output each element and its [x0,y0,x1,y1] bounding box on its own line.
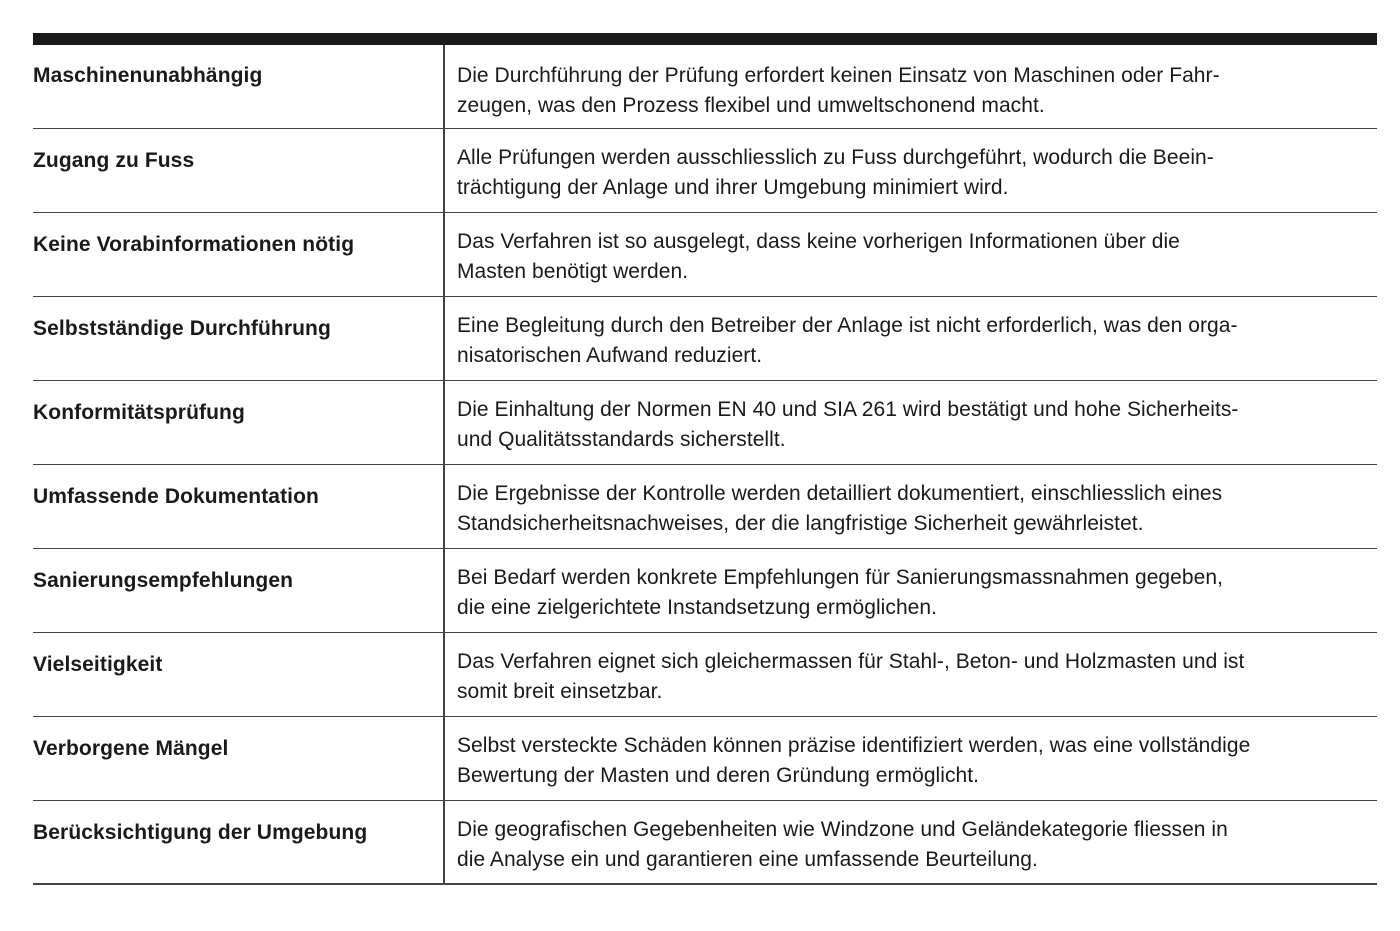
row-label: Vielseitigkeit [33,633,445,716]
description-line: Die Ergebnisse der Kontrolle werden detailliert dokumentiert, einschliesslich eines [457,482,1223,505]
table-row [33,297,1377,381]
description-line: nisatorischen Aufwand reduziert. [457,344,763,367]
description-line: zeugen, was den Prozess flexibel und umweltschonend macht. [457,94,1045,117]
row-label: Umfassende Dokumentation [33,465,445,548]
description-line: und Qualitätsstandards sicherstellt. [457,428,786,451]
row-description [445,297,1377,380]
row-description [445,801,1377,883]
row-label: Keine Vorabinformationen nötig [33,213,445,296]
description-line: Alle Prüfungen werden ausschliesslich zu Fuss durchgeführt, wodurch die Beein- [457,146,1214,169]
description-line: Selbst versteckte Schäden können präzise identifiziert werden, was eine vollständige [457,734,1251,757]
row-label: Zugang zu Fuss [33,129,445,212]
description-line: Masten benötigt werden. [457,260,689,283]
table-row [33,465,1377,549]
table-row [33,717,1377,801]
row-label: Konformitätsprüfung [33,381,445,464]
description-line: Die Einhaltung der Normen EN 40 und SIA 261 wird bestätigt und hohe Sicherheits- [457,398,1239,421]
table-row [33,801,1377,885]
table-row [33,129,1377,213]
description-line: trächtigung der Anlage und ihrer Umgebung minimiert wird. [457,176,1009,199]
row-description [445,717,1377,800]
feature-table [33,33,1377,885]
description-line: die eine zielgerichtete Instandsetzung ermöglichen. [457,596,938,619]
row-description [445,45,1377,128]
row-label: Selbstständige Durchführung [33,297,445,380]
description-line: Bei Bedarf werden konkrete Empfehlungen für Sanierungsmassnahmen gegeben, [457,566,1223,589]
table-row [33,381,1377,465]
description-line: Das Verfahren eignet sich gleichermassen für Stahl-, Beton- und Holzmasten und ist [457,650,1245,673]
row-label: Sanierungsempfehlungen [33,549,445,632]
description-line: somit breit einsetzbar. [457,680,663,703]
table-row [33,213,1377,297]
description-line: Die Durchführung der Prüfung erfordert keinen Einsatz von Maschinen oder Fahr- [457,64,1220,87]
description-line: Die geografischen Gegebenheiten wie Windzone und Geländekategorie fliessen in [457,818,1228,841]
description-line: Standsicherheitsnachweises, der die langfristige Sicherheit gewährleistet. [457,512,1144,535]
row-description [445,633,1377,716]
row-description [445,129,1377,212]
description-line: Eine Begleitung durch den Betreiber der Anlage ist nicht erforderlich, was den orga- [457,314,1238,337]
row-description [445,381,1377,464]
row-description [445,465,1377,548]
table-row [33,45,1377,129]
row-description [445,549,1377,632]
table-row [33,633,1377,717]
description-line: Bewertung der Masten und deren Gründung ermöglicht. [457,764,980,787]
row-label: Maschinenunabhängig [33,45,445,128]
row-label: Berücksichtigung der Umgebung [33,801,445,883]
row-label: Verborgene Mängel [33,717,445,800]
description-line: die Analyse ein und garantieren eine umfassende Beurteilung. [457,848,1038,871]
row-description [445,213,1377,296]
table-row [33,549,1377,633]
description-line: Das Verfahren ist so ausgelegt, dass keine vorherigen Informationen über die [457,230,1180,253]
